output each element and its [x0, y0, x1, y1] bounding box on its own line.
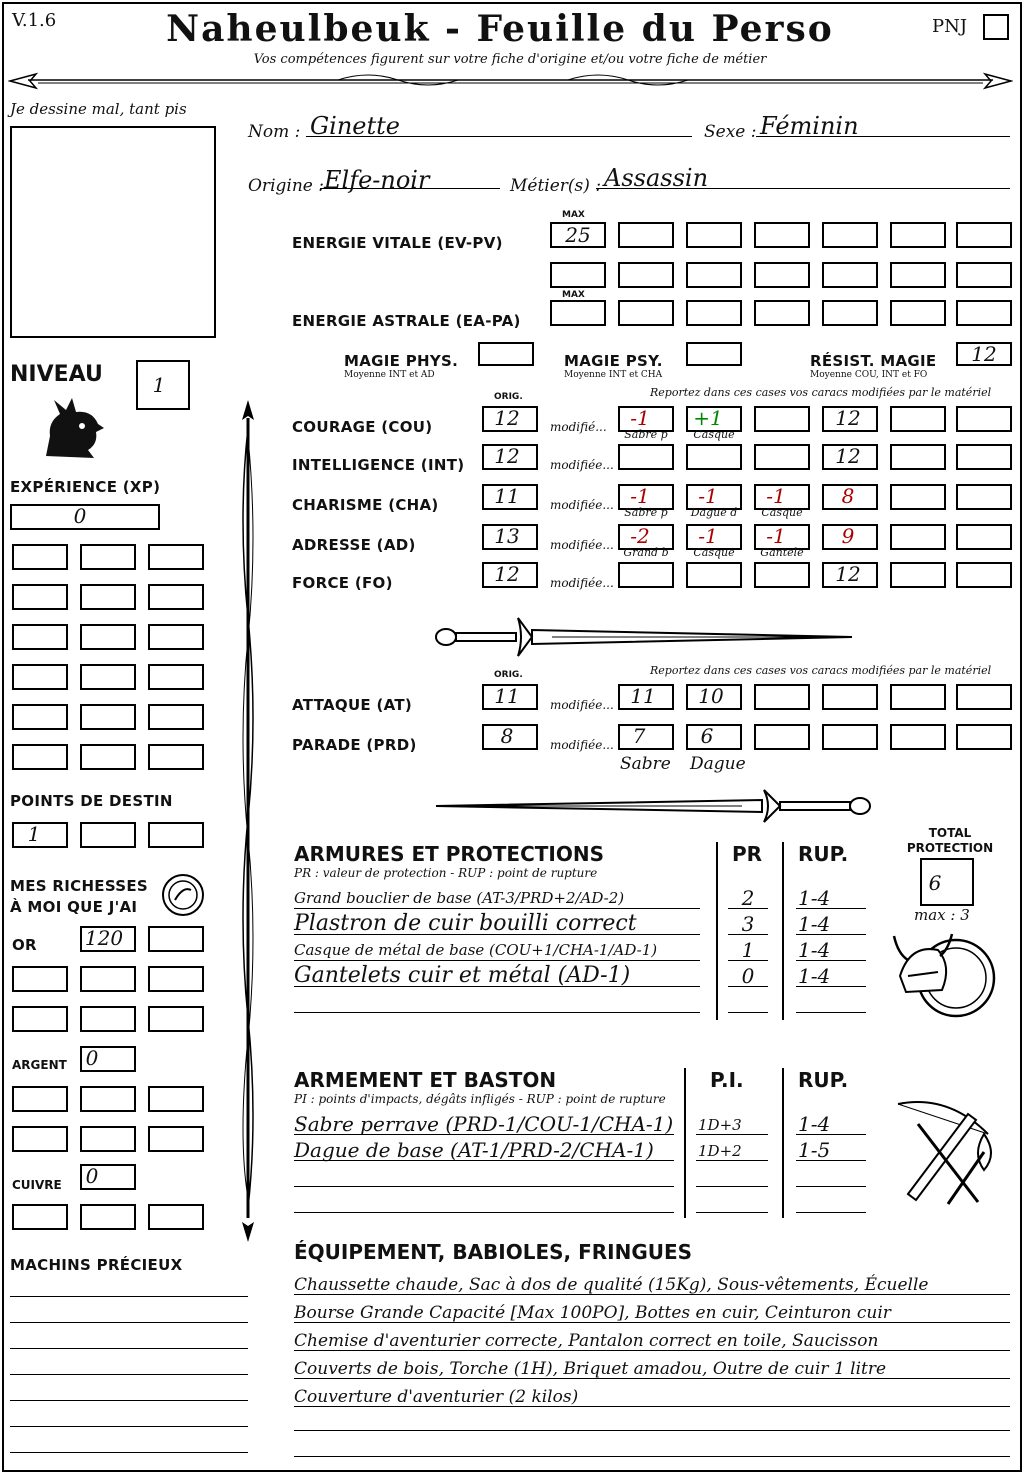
ev-box[interactable] [754, 222, 810, 248]
carac-label: INTELLIGENCE (INT) [292, 456, 465, 474]
xp-box[interactable] [12, 704, 68, 730]
or-box[interactable] [12, 966, 68, 992]
ea-box[interactable] [618, 300, 674, 326]
carac-final-value: 9 [841, 524, 855, 548]
machin-line[interactable] [10, 1426, 248, 1427]
equipement-line[interactable]: Couverts de bois, Torche (1H), Briquet amadou, Outre de cuir 1 litre [294, 1359, 887, 1379]
carac-mod-source: Dague d [690, 506, 738, 519]
carac-extra-box[interactable] [956, 524, 1012, 550]
carac-label: COURAGE (COU) [292, 418, 433, 436]
arme-name-line [294, 1134, 674, 1135]
carac-mod-box[interactable] [618, 562, 674, 588]
sword-icon [432, 786, 872, 826]
carac-mod-source: Gantele [760, 546, 804, 559]
ev-box[interactable] [890, 262, 946, 288]
attaque-mod-box[interactable] [956, 684, 1012, 710]
carac-label: ADRESSE (AD) [292, 536, 416, 554]
or-box[interactable] [80, 1006, 136, 1032]
carac-mod-box[interactable] [754, 444, 810, 470]
ea-box[interactable] [822, 300, 878, 326]
parade-label: PARADE (PRD) [292, 736, 417, 754]
cuivre-box[interactable] [12, 1204, 68, 1230]
or-value: 120 [84, 926, 124, 950]
carac-mod-box[interactable] [618, 444, 674, 470]
richesses-label-2: À MOI QUE J'AI [10, 898, 138, 916]
arme-empty-line[interactable] [294, 1212, 674, 1213]
experience-label: EXPÉRIENCE (XP) [10, 478, 161, 496]
magie-phys-box[interactable] [478, 342, 534, 366]
carac-modifie-label: modifiée... [550, 538, 614, 552]
spear-divider-icon [8, 66, 1013, 96]
richesses-label-1: MES RICHESSES [10, 877, 149, 895]
armure-pr: 2 [741, 886, 755, 910]
xp-box[interactable] [12, 664, 68, 690]
weapon1-label: Sabre [620, 754, 671, 774]
arme-name-line [294, 1160, 674, 1161]
ea-box[interactable] [754, 300, 810, 326]
armure-name: Gantelets cuir et métal (AD-1) [294, 963, 631, 988]
dragon-icon [40, 396, 106, 460]
equipement-line[interactable]: Couverture d'aventurier (2 kilos) [294, 1387, 579, 1407]
carac-final-value: 12 [835, 444, 861, 468]
ev-box[interactable] [822, 222, 878, 248]
xp-box[interactable] [148, 584, 204, 610]
ev-box[interactable] [822, 262, 878, 288]
carac-modifie-label: modifiée... [550, 576, 614, 590]
armure-rup: 1-4 [798, 886, 831, 910]
carac-final-value: 8 [841, 484, 855, 508]
magie-psy-box[interactable] [686, 342, 742, 366]
cuivre-value: 0 [85, 1164, 99, 1188]
armement-col-divider [782, 1068, 784, 1218]
armure-pr: 1 [741, 938, 755, 962]
helmet-shield-icon [890, 926, 1000, 1026]
argent-box[interactable] [80, 1086, 136, 1112]
or-label: OR [12, 936, 37, 954]
equip-empty-line[interactable] [294, 1456, 1010, 1457]
argent-box[interactable] [12, 1086, 68, 1112]
armure-empty-line[interactable] [728, 1012, 768, 1013]
armure-pr-line [728, 908, 768, 909]
xp-box[interactable] [80, 704, 136, 730]
carac-mod-box[interactable] [754, 562, 810, 588]
carac-extra-box[interactable] [890, 484, 946, 510]
sexe-field[interactable]: Féminin [760, 112, 859, 140]
carac-extra-box[interactable] [956, 484, 1012, 510]
armure-rup-line [796, 960, 866, 961]
pnj-checkbox[interactable] [983, 14, 1009, 40]
arme-pi-line [696, 1134, 768, 1135]
niveau-label: NIVEAU [10, 362, 103, 387]
nom-label: Nom : [248, 122, 301, 142]
attaque-label: ATTAQUE (AT) [292, 696, 413, 714]
total-label-line1: TOTAL [928, 826, 972, 840]
portrait-box[interactable] [10, 126, 216, 338]
armure-empty-line[interactable] [796, 1012, 866, 1013]
carac-mod-value: -1 [630, 484, 650, 508]
attaque-mod-box[interactable] [822, 684, 878, 710]
coin-icon [160, 872, 206, 918]
metier-label: Métier(s) : [510, 176, 602, 196]
armure-rup: 1-4 [798, 938, 831, 962]
ev-max-value: 25 [565, 223, 591, 247]
carac-mod-source: Grand b [623, 546, 669, 559]
sword-icon [432, 612, 872, 662]
ea-max-box[interactable] [550, 300, 606, 326]
carac-mod-value: -1 [698, 484, 718, 508]
machin-line[interactable] [10, 1400, 248, 1401]
equipement-underline [294, 1294, 1010, 1295]
armement-rup-header: RUP. [798, 1068, 849, 1092]
armement-pi-header: P.I. [710, 1068, 744, 1092]
xp-box[interactable] [148, 544, 204, 570]
resist-magie-label: RÉSIST. MAGIE [810, 352, 937, 370]
resist-magie-value: 12 [971, 342, 997, 366]
arme-rup: 1-5 [798, 1138, 831, 1162]
ev-box[interactable] [956, 262, 1012, 288]
attaque-mod-box[interactable] [754, 684, 810, 710]
carac-mod-value: -1 [698, 524, 718, 548]
armure-name-line [294, 908, 700, 909]
xp-box[interactable] [148, 744, 204, 770]
armement-note: PI : points d'impacts, dégâts infligés - RUP : point de rupture [294, 1092, 666, 1106]
equipement-underline [294, 1378, 1010, 1379]
armures-title: ARMURES ET PROTECTIONS [294, 842, 604, 866]
armure-name-line [294, 986, 700, 987]
carac-mod-source: Casque [693, 428, 735, 441]
caracs-report-note: Reportez dans ces cases vos caracs modifiées par le matériel [650, 386, 992, 399]
ev-box[interactable] [754, 262, 810, 288]
cuivre-box[interactable] [148, 1204, 204, 1230]
arme-empty-line[interactable] [696, 1186, 768, 1187]
ev-box[interactable] [890, 222, 946, 248]
parade-modifie-label: modifiée... [550, 738, 614, 752]
equipement-underline [294, 1322, 1010, 1323]
equip-empty-line[interactable] [294, 1430, 1010, 1431]
equipement-underline [294, 1406, 1010, 1407]
argent-box[interactable] [80, 1126, 136, 1152]
arme-name: Sabre perrave (PRD-1/COU-1/CHA-1) [294, 1112, 674, 1136]
xp-box[interactable] [80, 624, 136, 650]
metier-field[interactable]: Assassin [604, 164, 709, 192]
armure-name: Grand bouclier de base (AT-3/PRD+2/AD-2) [294, 889, 625, 907]
magie-psy-label: MAGIE PSY. [564, 352, 663, 370]
carac-mod-source: Sabre p [624, 428, 668, 441]
carac-extra-box[interactable] [890, 524, 946, 550]
carac-label: CHARISME (CHA) [292, 496, 439, 514]
carac-mod-box[interactable] [686, 444, 742, 470]
armure-rup: 1-4 [798, 964, 831, 988]
arme-pi-line [696, 1160, 768, 1161]
page-subtitle: Vos compétences figurent sur votre fiche d'origine et/ou votre fiche de métier [253, 52, 767, 67]
armement-title: ARMEMENT ET BASTON [294, 1068, 557, 1092]
cuivre-label: CUIVRE [12, 1178, 62, 1192]
carac-mod-box[interactable] [686, 562, 742, 588]
ev-label: ENERGIE VITALE (EV-PV) [292, 234, 503, 252]
cuivre-box[interactable] [80, 1204, 136, 1230]
attaque-modifie-label: modifiée... [550, 698, 614, 712]
argent-label: ARGENT [12, 1058, 67, 1072]
magie-phys-sub: Moyenne INT et AD [344, 370, 435, 380]
ev-max-label: MAX [562, 210, 585, 220]
origine-label: Origine : [248, 176, 324, 196]
carac-extra-box[interactable] [956, 444, 1012, 470]
carac-orig-value: 12 [494, 444, 520, 468]
carac-mod-value: -1 [766, 484, 786, 508]
carac-orig-value: 12 [494, 406, 520, 430]
parade-mod-value: 6 [700, 724, 714, 748]
machin-line[interactable] [10, 1322, 248, 1323]
arme-empty-line[interactable] [796, 1212, 866, 1213]
equipement-line[interactable]: Chemise d'aventurier correcte, Pantalon correct en toile, Saucisson [294, 1331, 879, 1351]
carac-mod-source: Sabre p [624, 506, 668, 519]
machin-line[interactable] [10, 1452, 248, 1453]
carac-orig-value: 11 [494, 484, 520, 508]
destin-box[interactable] [80, 822, 136, 848]
or-box[interactable] [148, 926, 204, 952]
arme-empty-line[interactable] [796, 1186, 866, 1187]
carac-extra-box[interactable] [890, 562, 946, 588]
carac-modifie-label: modifiée... [550, 458, 614, 472]
ea-box[interactable] [890, 300, 946, 326]
sexe-label: Sexe : [704, 122, 757, 142]
max-protection-note: max : 3 [914, 906, 970, 924]
magie-phys-label: MAGIE PHYS. [344, 352, 459, 370]
arme-empty-line[interactable] [294, 1186, 674, 1187]
carac-mod-value: -1 [630, 406, 650, 430]
argent-value: 0 [85, 1046, 99, 1070]
carac-mod-value: -2 [630, 524, 650, 548]
ea-max-label: MAX [562, 290, 585, 300]
armure-rup-line [796, 934, 866, 935]
or-box[interactable] [148, 966, 204, 992]
version-label: V.1.6 [12, 10, 57, 31]
xp-box[interactable] [80, 744, 136, 770]
portrait-caption: Je dessine mal, tant pis [10, 100, 187, 118]
machin-line[interactable] [10, 1374, 248, 1375]
destin-box[interactable] [148, 822, 204, 848]
armure-pr-line [728, 960, 768, 961]
parade-mod-box[interactable] [956, 724, 1012, 750]
carac-final-value: 12 [835, 406, 861, 430]
armure-rup: 1-4 [798, 912, 831, 936]
nom-field[interactable]: Ginette [310, 112, 400, 140]
total-protection-value: 6 [928, 871, 942, 895]
arme-name: Dague de base (AT-1/PRD-2/CHA-1) [294, 1138, 654, 1162]
carac-mod-box[interactable] [754, 406, 810, 432]
ev-box[interactable] [550, 262, 606, 288]
carac-modifie-label: modifié... [550, 420, 607, 434]
arme-pi: 1D+3 [698, 1116, 742, 1134]
argent-box[interactable] [148, 1086, 204, 1112]
combat-report-note: Reportez dans ces cases vos caracs modifiées par le matériel [650, 664, 992, 677]
armure-pr-line [728, 986, 768, 987]
argent-box[interactable] [148, 1126, 204, 1152]
armure-pr: 3 [741, 912, 755, 936]
carac-mod-source: Casque [761, 506, 803, 519]
niveau-value: 1 [152, 373, 166, 397]
ev-box[interactable] [618, 262, 674, 288]
origine-field[interactable]: Elfe-noir [324, 166, 430, 194]
carac-orig-value: 13 [494, 524, 520, 548]
equipement-line[interactable]: Bourse Grande Capacité [Max 100PO], Bottes en cuir, Ceinturon cuir [294, 1303, 891, 1323]
armure-name-line [294, 960, 700, 961]
armures-rup-header: RUP. [798, 842, 849, 866]
parade-mod-box[interactable] [890, 724, 946, 750]
carac-extra-box[interactable] [890, 444, 946, 470]
carac-mod-value: +1 [693, 406, 723, 430]
or-box[interactable] [80, 966, 136, 992]
arme-pi: 1D+2 [698, 1142, 742, 1160]
experience-value: 0 [73, 504, 87, 528]
attaque-mod-value: 10 [698, 684, 724, 708]
armure-name: Plastron de cuir bouilli correct [294, 911, 637, 936]
armure-name-line [294, 934, 700, 935]
combat-orig-label: ORIG. [494, 670, 523, 680]
weapons-icon [888, 1094, 1008, 1212]
attaque-orig-value: 11 [494, 684, 520, 708]
ev-box[interactable] [956, 222, 1012, 248]
carac-label: FORCE (FO) [292, 574, 393, 592]
pnj-label: PNJ [932, 16, 968, 37]
arme-rup: 1-4 [798, 1112, 831, 1136]
carac-mod-source: Casque [693, 546, 735, 559]
ea-box[interactable] [686, 300, 742, 326]
magie-psy-sub: Moyenne INT et CHA [564, 370, 663, 380]
parade-mod-box[interactable] [822, 724, 878, 750]
armure-pr: 0 [741, 964, 755, 988]
or-box[interactable] [148, 1006, 204, 1032]
armure-empty-line[interactable] [294, 1012, 700, 1013]
resist-magie-sub: Moyenne COU, INT et FO [810, 370, 928, 380]
caracs-orig-label: ORIG. [494, 392, 523, 402]
carac-extra-box[interactable] [956, 406, 1012, 432]
armures-col-divider [716, 842, 718, 1020]
armure-rup-line [796, 986, 866, 987]
xp-box[interactable] [12, 624, 68, 650]
xp-box[interactable] [80, 544, 136, 570]
xp-box[interactable] [148, 704, 204, 730]
carac-modifie-label: modifiée... [550, 498, 614, 512]
xp-box[interactable] [148, 664, 204, 690]
equipement-title: ÉQUIPEMENT, BABIOLES, FRINGUES [294, 1240, 693, 1264]
attaque-mod-value: 11 [630, 684, 656, 708]
arme-empty-line[interactable] [696, 1212, 768, 1213]
machins-label: MACHINS PRÉCIEUX [10, 1256, 183, 1274]
carac-extra-box[interactable] [890, 406, 946, 432]
armement-col-divider [684, 1068, 686, 1218]
equipement-line[interactable]: Chaussette chaude, Sac à dos de qualité (15Kg), Sous-vêtements, Écuelle [294, 1275, 929, 1295]
arme-rup-line [796, 1160, 866, 1161]
total-protection-label [890, 826, 1010, 856]
armure-pr-line [728, 934, 768, 935]
or-box[interactable] [12, 1006, 68, 1032]
ea-box[interactable] [956, 300, 1012, 326]
armure-rup-line [796, 908, 866, 909]
ev-box[interactable] [618, 222, 674, 248]
machin-line[interactable] [10, 1296, 248, 1297]
weapon2-label: Dague [690, 754, 746, 774]
armure-name: Casque de métal de base (COU+1/CHA-1/AD-1) [294, 941, 658, 959]
carac-extra-box[interactable] [956, 562, 1012, 588]
ea-label: ENERGIE ASTRALE (EA-PA) [292, 312, 521, 330]
carac-orig-value: 12 [494, 562, 520, 586]
xp-box[interactable] [12, 584, 68, 610]
arme-rup-line [796, 1134, 866, 1135]
argent-box[interactable] [12, 1126, 68, 1152]
xp-box[interactable] [80, 664, 136, 690]
xp-box[interactable] [80, 584, 136, 610]
carac-mod-value: -1 [766, 524, 786, 548]
total-label-line2: PROTECTION [906, 841, 994, 855]
parade-mod-value: 7 [632, 724, 646, 748]
armures-col-divider [782, 842, 784, 1020]
attaque-mod-box[interactable] [890, 684, 946, 710]
parade-orig-value: 8 [500, 724, 514, 748]
parade-mod-box[interactable] [754, 724, 810, 750]
destin-label: POINTS DE DESTIN [10, 792, 173, 810]
ev-box[interactable] [686, 262, 742, 288]
page-title: Naheulbeuk - Feuille du Perso [166, 8, 834, 50]
ev-box[interactable] [686, 222, 742, 248]
equipement-underline [294, 1350, 1010, 1351]
xp-box[interactable] [12, 544, 68, 570]
carac-final-value: 12 [835, 562, 861, 586]
xp-box[interactable] [148, 624, 204, 650]
xp-box[interactable] [12, 744, 68, 770]
machin-line[interactable] [10, 1348, 248, 1349]
staff-icon [230, 398, 266, 1244]
destin-value: 1 [27, 822, 41, 846]
armures-pr-header: PR [732, 842, 763, 866]
armures-note: PR : valeur de protection - RUP : point de rupture [294, 866, 598, 880]
